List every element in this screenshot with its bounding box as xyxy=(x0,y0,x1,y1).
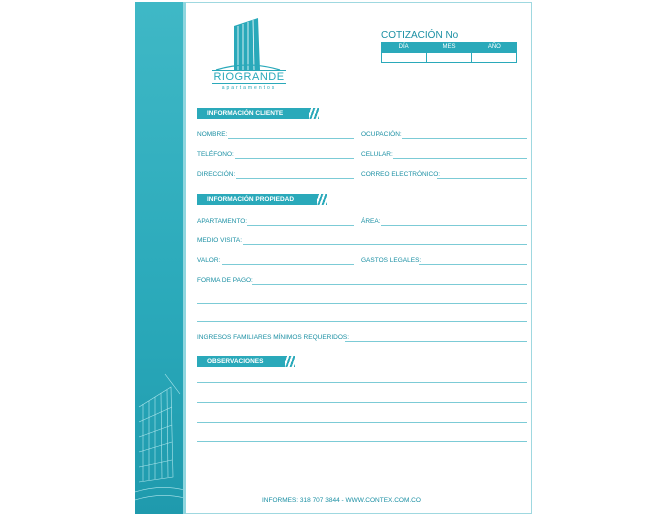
label-valor: VALOR: xyxy=(197,257,221,264)
date-year-field[interactable] xyxy=(472,53,516,62)
field-correo[interactable] xyxy=(437,178,527,179)
section-observations: OBSERVACIONES xyxy=(197,356,285,367)
field-apartamento[interactable] xyxy=(247,225,354,226)
field-forma-pago[interactable] xyxy=(252,284,527,285)
label-gastos: GASTOS LEGALES: xyxy=(361,257,422,264)
observations-line-1[interactable] xyxy=(197,382,527,383)
date-fields xyxy=(381,52,517,63)
label-correo: CORREO ELECTRÓNICO: xyxy=(361,171,441,178)
date-day-label: DÍA xyxy=(398,44,409,50)
footer-contact: INFORMES: 318 707 3844 - WWW.CONTEX.COM.CO xyxy=(262,497,421,504)
field-ingresos[interactable] xyxy=(345,341,527,342)
label-ingresos: INGRESOS FAMILIARES MÍNIMOS REQUERIDOS: xyxy=(197,334,350,341)
field-area[interactable] xyxy=(381,225,527,226)
observations-line-3[interactable] xyxy=(197,422,527,423)
date-day-field[interactable] xyxy=(382,53,427,62)
label-ocupacion: OCUPACIÓN: xyxy=(361,131,402,138)
logo-subtitle: apartamentos xyxy=(221,85,277,91)
observations-line-4[interactable] xyxy=(197,441,527,442)
date-month-label: MES xyxy=(442,44,456,50)
building-sketch-icon xyxy=(135,2,185,514)
form-page xyxy=(135,2,532,514)
quote-number-label: COTIZACIÓN No xyxy=(381,30,459,41)
label-celular: CELULAR: xyxy=(361,151,393,158)
label-telefono: TELÉFONO: xyxy=(197,151,234,158)
field-direccion[interactable] xyxy=(236,178,354,179)
label-medio-visita: MEDIO VISITA: xyxy=(197,237,243,244)
field-forma-pago-line-2[interactable] xyxy=(197,303,527,304)
field-medio-visita[interactable] xyxy=(243,244,527,245)
section-property: INFORMACIÓN PROPIEDAD xyxy=(197,194,317,205)
field-forma-pago-line-3[interactable] xyxy=(197,321,527,322)
label-nombre: NOMBRE: xyxy=(197,131,228,138)
label-apartamento: APARTAMENTO: xyxy=(197,218,248,225)
band-edge xyxy=(183,2,186,514)
field-ocupacion[interactable] xyxy=(402,138,527,139)
label-area: ÁREA: xyxy=(361,218,381,225)
section-client: INFORMACIÓN CLIENTE xyxy=(197,108,309,119)
field-valor[interactable] xyxy=(222,264,354,265)
date-month-field[interactable] xyxy=(427,53,472,62)
field-nombre[interactable] xyxy=(228,138,354,139)
field-gastos[interactable] xyxy=(419,264,527,265)
side-band xyxy=(135,2,185,514)
date-year-label: AÑO xyxy=(487,44,501,50)
observations-line-2[interactable] xyxy=(197,402,527,403)
logo-title: RIOGRANDE xyxy=(213,71,285,83)
field-celular[interactable] xyxy=(393,158,527,159)
date-header xyxy=(381,42,517,52)
label-direccion: DIRECCIÓN: xyxy=(197,171,236,178)
field-telefono[interactable] xyxy=(235,158,354,159)
label-forma-pago: FORMA DE PAGO: xyxy=(197,277,253,284)
